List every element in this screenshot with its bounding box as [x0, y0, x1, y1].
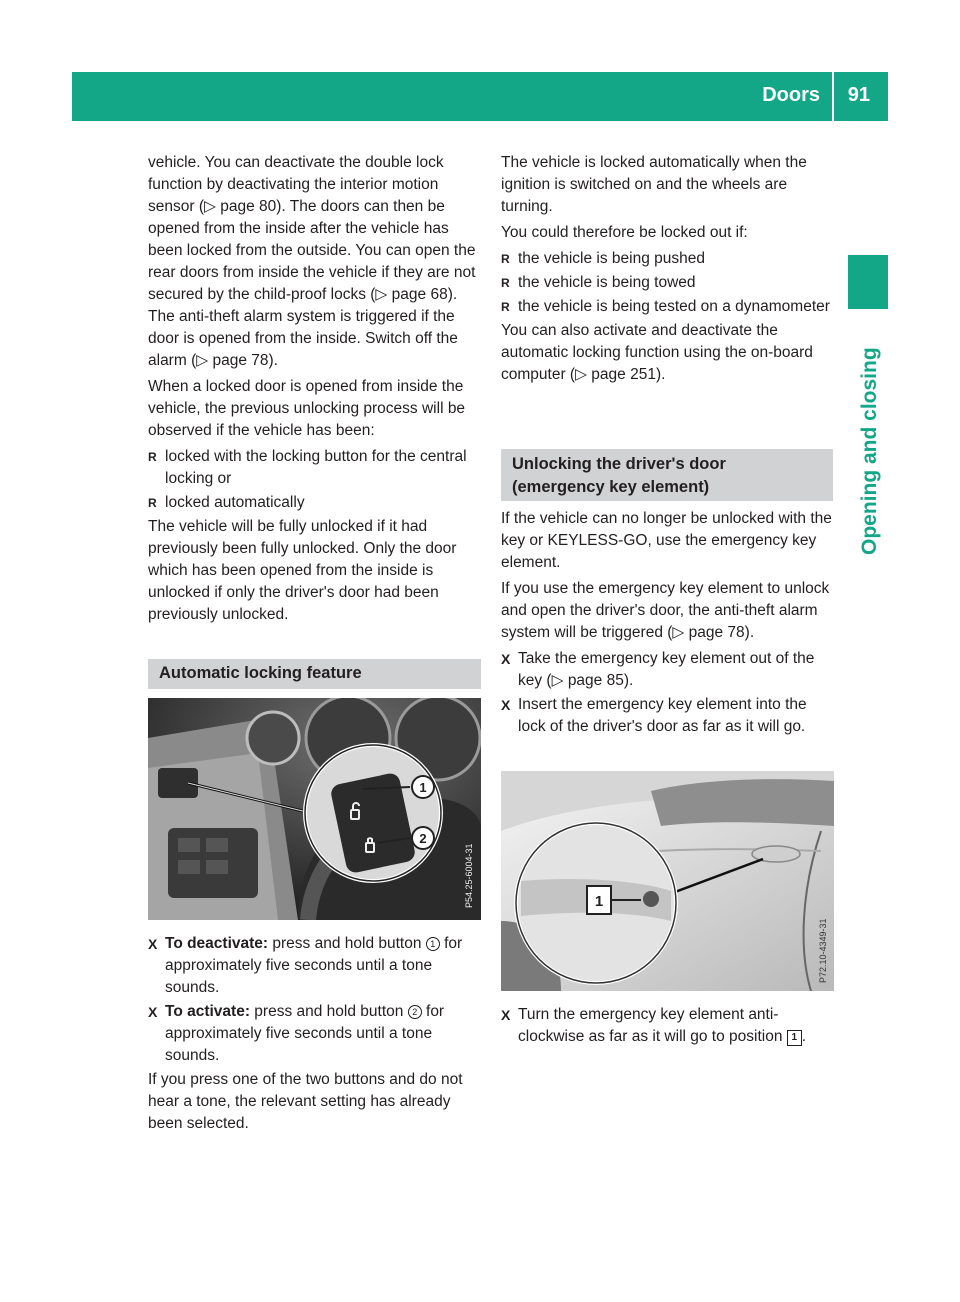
- side-label-text: Opening and closing: [858, 347, 881, 555]
- locking-buttons-illustration: [148, 698, 481, 920]
- header-divider: [832, 72, 834, 121]
- paragraph: If you press one of the two buttons and do not hear a tone, the relevant setting has already been selected.: [148, 1071, 463, 1132]
- callout-2-label: 2: [419, 831, 427, 846]
- paragraph: If you use the emergency key element to unlock and open the driver's door, the anti-theft alarm system will be triggered (▷ page 78).: [501, 580, 830, 641]
- paragraph: You could therefore be locked out if:: [501, 224, 748, 241]
- step-list: [148, 933, 482, 1067]
- step-list: [501, 648, 835, 738]
- bullet-marker: R: [148, 450, 157, 464]
- section-heading-automatic-locking: Automatic locking feature: [148, 659, 481, 689]
- step-item: X To activate: press and hold button 2 for approximately five seconds until a tone sounds.: [148, 1003, 445, 1064]
- step-item: X To deactivate: press and hold button 1 for approximately five seconds until a tone sounds.: [148, 935, 463, 996]
- side-tab: [848, 255, 888, 309]
- step-item: X Turn the emergency key element anti-clockwise as far as it will go to position 1 .: [501, 1006, 807, 1045]
- button-1-icon: 1: [426, 937, 440, 951]
- side-label: [858, 315, 880, 555]
- step-marker: X: [501, 1007, 511, 1023]
- step-marker: X: [501, 651, 511, 667]
- locking-buttons-figure: [148, 698, 481, 920]
- figure-code: P72.10-4349-31: [818, 918, 828, 983]
- list-item: R locked with the locking button for the central locking or: [148, 448, 467, 487]
- right-column-top: [501, 152, 835, 390]
- page-header: [72, 72, 888, 121]
- door-lock-figure: [501, 771, 834, 991]
- paragraph: The vehicle is locked automatically when the ignition is switched on and the wheels are turning.: [501, 154, 807, 215]
- paragraph: You can also activate and deactivate the automatic locking function using the on-board computer (▷ page 251).: [501, 322, 813, 383]
- bullet-marker: R: [148, 496, 157, 510]
- bullet-marker: R: [501, 276, 510, 290]
- figure-code: P54.25-6004-31: [464, 843, 474, 908]
- bullet-marker: R: [501, 252, 510, 266]
- bullet-list: [148, 446, 482, 514]
- left-column-bottom: [148, 933, 482, 1139]
- step-marker: X: [148, 1004, 158, 1020]
- list-item: R the vehicle is being pushed: [501, 248, 835, 270]
- right-column-bottom: [501, 1004, 835, 1050]
- paragraph: When a locked door is opened from inside the vehicle, the previous unlocking process will be observed if the vehicle has been:: [148, 378, 466, 439]
- section-heading-emergency-unlock: Unlocking the driver's door (emergency key element): [501, 449, 833, 501]
- chapter-title: Doors: [762, 84, 820, 106]
- bullet-marker: R: [501, 300, 510, 314]
- door-lock-illustration: [501, 771, 834, 991]
- step-marker: X: [501, 697, 511, 713]
- callout-1-label: 1: [419, 780, 427, 795]
- right-column-mid: [501, 508, 835, 740]
- callout-1-label: 1: [594, 893, 604, 910]
- list-item: R the vehicle is being towed: [501, 272, 835, 294]
- left-column-top: [148, 152, 482, 630]
- step-item: X Take the emergency key element out of the key (▷ page 85).: [501, 650, 815, 689]
- list-item: R locked automatically: [148, 492, 482, 514]
- paragraph: If the vehicle can no longer be unlocked with the key or KEYLESS-GO, use the emergency key element.: [501, 510, 832, 571]
- paragraph: The vehicle will be fully unlocked if it had previously been fully unlocked. Only the door which has been opened from the inside is unlocked if only the driver's door had been previously unlocked.: [148, 518, 457, 623]
- step-list: [501, 1004, 835, 1048]
- position-1-icon: 1: [787, 1030, 802, 1046]
- paragraph: vehicle. You can deactivate the double lock function by deactivating the interior motion sensor (▷ page 80). The doors can then be opened from the inside after the vehicle has been locked from the outside. You can open the rear doors from inside the vehicle if they are not secured by the child-proof locks (▷ page 68). The anti-theft alarm system is triggered if the door is opened from the inside. Switch off the alarm (▷ page 78).: [148, 154, 476, 369]
- list-item: R the vehicle is being tested on a dynamometer: [501, 296, 835, 318]
- bullet-list: [501, 248, 835, 318]
- button-2-icon: 2: [408, 1005, 422, 1019]
- page-number: 91: [847, 84, 870, 106]
- step-marker: X: [148, 936, 158, 952]
- step-item: X Insert the emergency key element into the lock of the driver's door as far as it will go.: [501, 696, 807, 735]
